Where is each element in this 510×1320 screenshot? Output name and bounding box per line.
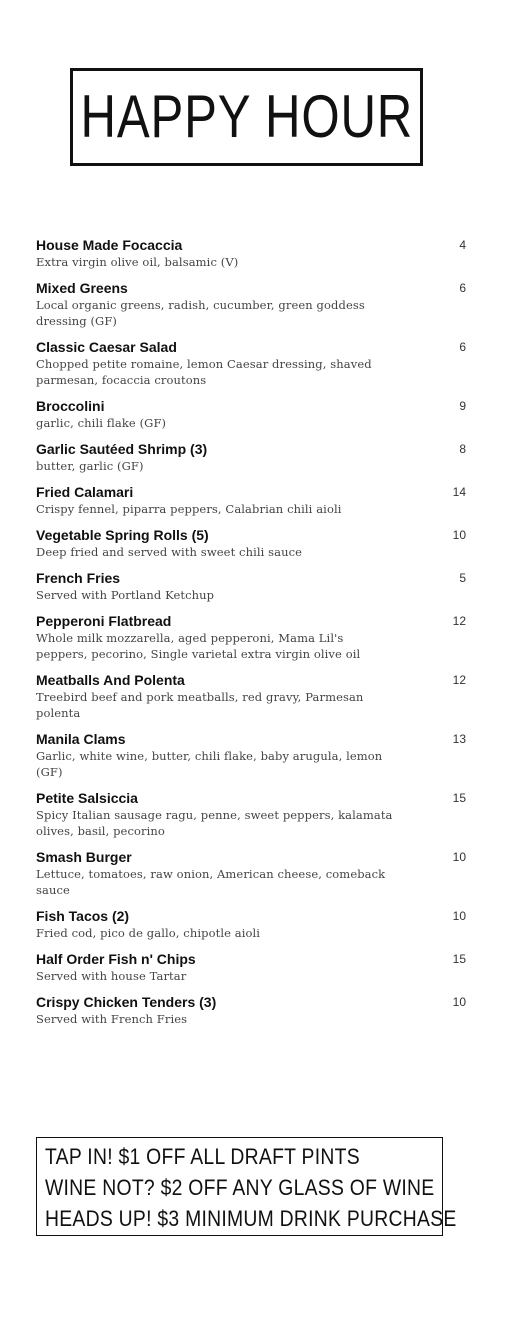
item-description: Chopped petite romaine, lemon Caesar dressing, shaved parmesan, focaccia croutons (36, 357, 372, 387)
menu-item (36, 612, 466, 662)
item-price: 10 (452, 995, 466, 1009)
menu-item (36, 236, 466, 270)
menu-item (36, 569, 466, 603)
item-name: Petite Salsiccia (36, 790, 138, 806)
menu-item (36, 483, 466, 517)
page-title: HAPPY HOUR (80, 83, 413, 150)
item-price: 10 (452, 909, 466, 923)
menu-item (36, 730, 466, 780)
menu-item (36, 279, 466, 329)
item-price: 12 (452, 673, 466, 687)
promo-wine: WINE NOT? $2 OFF ANY GLASS OF WINE (45, 1175, 435, 1200)
item-description: Served with Portland Ketchup (36, 588, 215, 602)
item-name: Meatballs And Polenta (36, 672, 185, 688)
menu-item (36, 338, 466, 388)
menu-item (36, 907, 466, 941)
item-price: 15 (452, 952, 466, 966)
item-name: Mixed Greens (36, 280, 128, 296)
item-name: Half Order Fish n' Chips (36, 951, 196, 967)
item-price: 6 (459, 281, 466, 295)
title-box (70, 68, 423, 166)
item-description: Extra virgin olive oil, balsamic (V) (36, 255, 239, 269)
item-name: House Made Focaccia (36, 237, 183, 253)
menu-item (36, 526, 466, 560)
menu-item (36, 397, 466, 431)
item-description: Whole milk mozzarella, aged pepperoni, Mama Lil's peppers, pecorino, Single varietal extra virgin olive oil (36, 631, 361, 661)
item-price: 14 (452, 485, 466, 499)
promo-minimum-drink: HEADS UP! $3 MINIMUM DRINK PURCHASE (45, 1206, 457, 1231)
item-name: Garlic Sautéed Shrimp (3) (36, 441, 208, 457)
item-price: 5 (459, 571, 466, 585)
item-price: 13 (452, 732, 466, 746)
item-description: butter, garlic (GF) (36, 459, 144, 473)
menu-list (36, 236, 466, 1036)
item-price: 9 (459, 399, 466, 413)
item-name: Smash Burger (36, 849, 132, 865)
item-description: Crispy fennel, piparra peppers, Calabrian chili aioli (36, 502, 342, 516)
menu-item (36, 993, 466, 1027)
menu-item (36, 950, 466, 984)
item-description: Lettuce, tomatoes, raw onion, American cheese, comeback sauce (36, 867, 386, 897)
menu-item (36, 671, 466, 721)
item-price: 4 (459, 238, 466, 252)
item-name: Fish Tacos (2) (36, 908, 130, 924)
item-price: 15 (452, 791, 466, 805)
item-description: Fried cod, pico de gallo, chipotle aioli (36, 926, 261, 940)
item-description: garlic, chili flake (GF) (36, 416, 167, 430)
item-name: Manila Clams (36, 731, 126, 747)
item-description: Spicy Italian sausage ragu, penne, sweet peppers, kalamata olives, basil, pecorino (36, 808, 393, 838)
item-name: Vegetable Spring Rolls (5) (36, 527, 209, 543)
item-name: Broccolini (36, 398, 105, 414)
item-description: Local organic greens, radish, cucumber, green goddess dressing (GF) (36, 298, 365, 328)
promo-draft-pints: TAP IN! $1 OFF ALL DRAFT PINTS (45, 1144, 360, 1169)
item-description: Served with French Fries (36, 1012, 188, 1026)
item-name: Fried Calamari (36, 484, 134, 500)
item-name: Crispy Chicken Tenders (3) (36, 994, 217, 1010)
item-name: Pepperoni Flatbread (36, 613, 172, 629)
item-price: 6 (459, 340, 466, 354)
promo-box (36, 1137, 457, 1236)
item-price: 10 (452, 528, 466, 542)
menu-item (36, 848, 466, 898)
menu-item (36, 789, 466, 839)
item-description: Garlic, white wine, butter, chili flake, baby arugula, lemon (GF) (36, 749, 383, 779)
item-price: 12 (452, 614, 466, 628)
item-description: Deep fried and served with sweet chili sauce (36, 545, 303, 559)
menu-item (36, 440, 466, 474)
item-name: Classic Caesar Salad (36, 339, 177, 355)
item-price: 10 (452, 850, 466, 864)
item-description: Served with house Tartar (36, 969, 187, 983)
item-description: Treebird beef and pork meatballs, red gravy, Parmesan polenta (36, 690, 364, 720)
item-price: 8 (459, 442, 466, 456)
item-name: French Fries (36, 570, 121, 586)
